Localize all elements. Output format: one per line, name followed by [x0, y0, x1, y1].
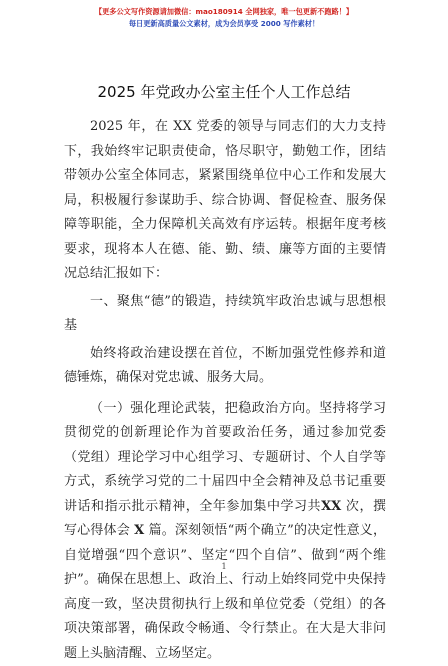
section-1-intro: 始终将政治建设摆在首位，不断加强党性修养和道德锤炼，确保对党忠诚、服务大局。	[64, 342, 386, 391]
page-number: 1	[0, 562, 448, 571]
intro-paragraph: 2025 年，在 XX 党委的领导与同志们的大力支持下，我始终牢记职责使命，恪尽职守，勤勉工作，团结带领办公室全体同志，紧紧围绕单位中心工作和发展大局，积极履行参谋助手、综合协调、督促检查、服务保障等职能，全力保障机关高效有序运转。根据年度考核要求，现将本人在德、能、勤、绩、廉等方面的主要情况总结汇报如下：	[64, 115, 386, 287]
promo-banner	[0, 6, 448, 29]
section-1-heading: 一、聚焦“德”的锻造，持续筑牢政治忠诚与思想根基	[64, 290, 386, 339]
document-body	[64, 115, 386, 666]
promo-line-2: 每日更新高质量公文素材，成为会员享受 2000 写作素材！	[0, 18, 448, 29]
document-title: 2025 年党政办公室主任个人工作总结	[0, 82, 448, 102]
study-count: XX	[321, 499, 341, 514]
promo-line-1: 【更多公文写作资源请加微信：mao180914 全网独家，唯一包更新不跑路！】	[0, 6, 448, 17]
subsection-1-text-a: （一）强化理论武装，把稳政治方向。坚持将学习贯彻党的创新理论作为首要政治任务，通过参加党委（党组）理论学习中心组学习、专题研讨、个人自学等方式，系统学习党的二十届四中全会精神及总书记重要讲话和指示批示精神，全年参加集中学习共	[64, 401, 386, 514]
subsection-1-text-b: 次，撰写心得体会	[64, 499, 386, 539]
subsection-1-text-c: 篇。深刻领悟“两个确立”的决定性意义，自觉增强“四个意识”、坚定“四个自信”、做到“两个维护”。确保在思想上、政治上、行动上始终同党中央保持高度一致，坚决贯彻执行上级和单位党委（党组）的各项决策部署，确保政令畅通、令行禁止。在大是大非问题上头脑清醒、立场坚定。	[64, 523, 386, 661]
essay-count: X	[134, 523, 144, 538]
subsection-1-paragraph	[64, 397, 386, 666]
